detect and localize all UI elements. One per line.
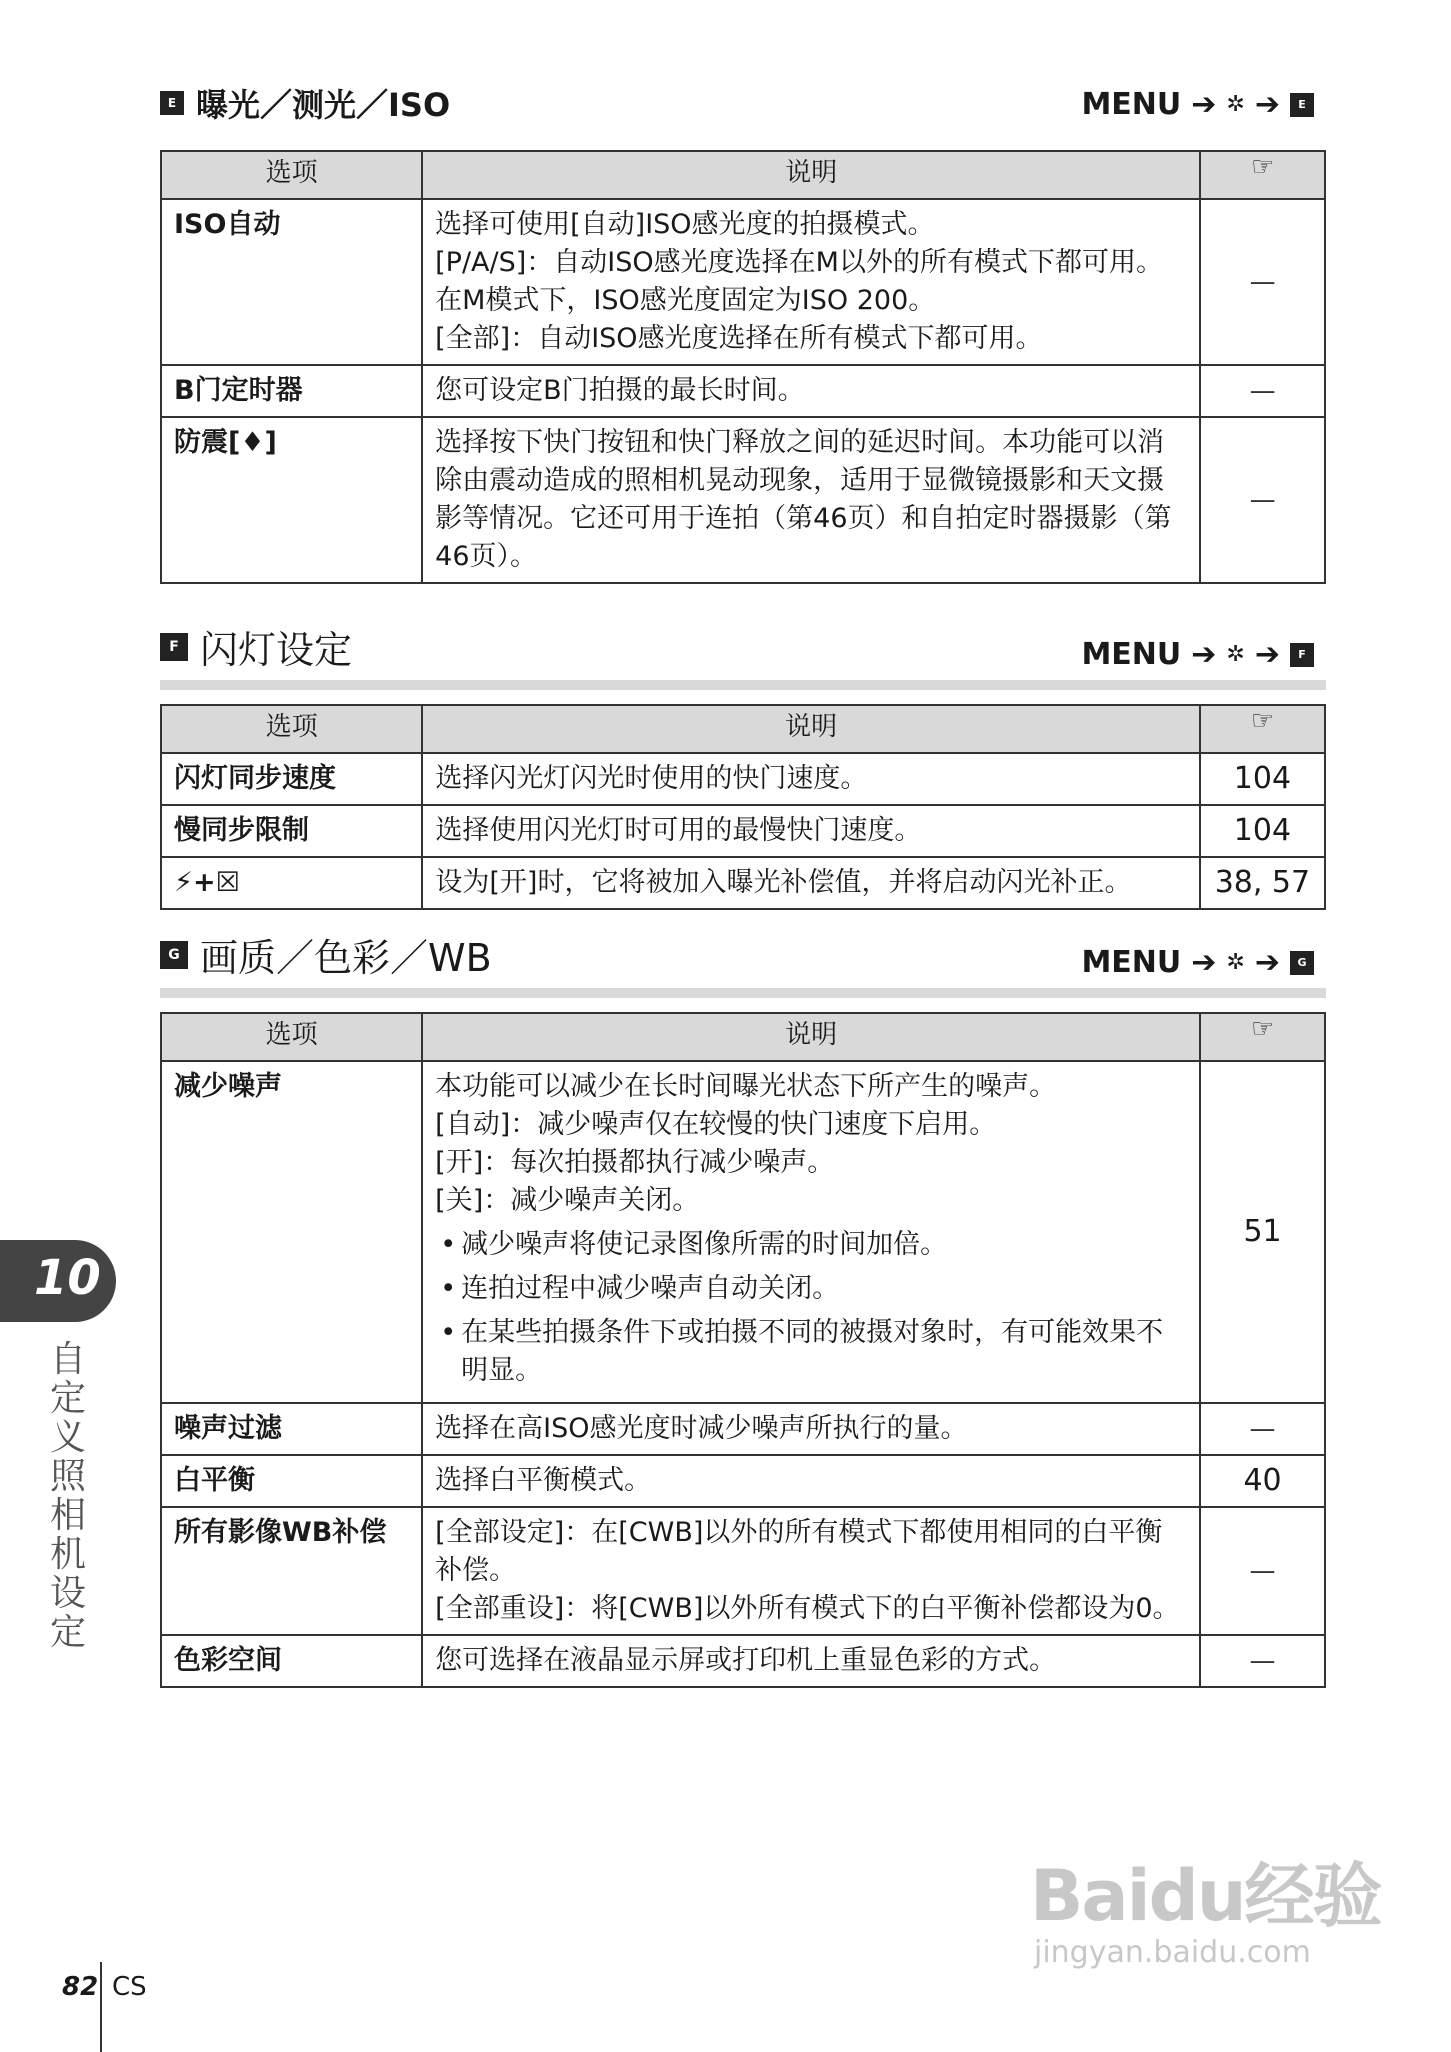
menu-path: MENU ➔ ✲ ➔ F <box>1081 637 1314 672</box>
option-cell: 减少噪声 <box>161 1061 422 1403</box>
settings-table <box>160 150 1326 584</box>
header-option: 选项 <box>161 1013 422 1061</box>
arrow-right-icon: ➔ <box>1191 637 1217 672</box>
header-desc: 说明 <box>422 151 1200 199</box>
submenu-badge-icon: E <box>1290 93 1314 117</box>
flash-exposure-comp-icon: ⚡+☒ <box>161 857 422 909</box>
header-ref-icon: ☞ <box>1200 705 1325 753</box>
option-cell: 噪声过滤 <box>161 1403 422 1455</box>
desc-cell: 选择可使用[自动]ISO感光度的拍摄模式。 [P/A/S]：自动ISO感光度选择在M以外的所有模式下都可用。在M模式下，ISO感光度固定为ISO 200。 [全部]：自动ISO感光度选择在所有模式下都可用。 <box>422 199 1200 365</box>
table-row <box>161 805 1325 857</box>
arrow-right-icon: ➔ <box>1191 87 1217 122</box>
header-desc: 说明 <box>422 705 1199 753</box>
ref-cell: — <box>1200 417 1325 583</box>
table-row <box>161 199 1325 365</box>
table-row <box>161 857 1325 909</box>
option-cell: 白平衡 <box>161 1455 422 1507</box>
desc-cell: 选择按下快门按钮和快门释放之间的延迟时间。本功能可以消除由震动造成的照相机晃动现象，适用于显微镜摄影和天文摄影等情况。它还可用于连拍（第46页）和自拍定时器摄影（第46页）。 <box>422 417 1200 583</box>
header-option: 选项 <box>161 705 422 753</box>
section-header <box>160 88 1326 138</box>
bullet-item: • 减少噪声将使记录图像所需的时间加倍。 <box>435 1226 1189 1264</box>
table-row <box>161 1635 1325 1687</box>
option-cell: 闪灯同步速度 <box>161 753 422 805</box>
bullet-item: • 在某些拍摄条件下或拍摄不同的被摄对象时，有可能效果不明显。 <box>435 1314 1189 1390</box>
option-cell: 色彩空间 <box>161 1635 422 1687</box>
submenu-badge-icon: F <box>160 633 188 661</box>
watermark-logo: Baidu经验 <box>1030 1855 1381 1937</box>
menu-path: MENU ➔ ✲ ➔ G <box>1081 945 1314 980</box>
bullet-dot-icon: • <box>440 1317 457 1348</box>
ref-cell: 51 <box>1200 1061 1325 1403</box>
ref-cell: 40 <box>1200 1455 1325 1507</box>
section-flash <box>160 620 1326 910</box>
desc-cell: 您可设定B门拍摄的最长时间。 <box>422 365 1200 417</box>
arrow-right-icon: ➔ <box>1191 945 1217 980</box>
table-header-row <box>161 705 1325 753</box>
section-exposure <box>160 88 1326 584</box>
ref-cell: — <box>1200 365 1325 417</box>
gear-icon: ✲ <box>1226 92 1245 117</box>
submenu-badge-icon: E <box>160 91 184 115</box>
watermark <box>1030 1840 1381 1970</box>
ref-cell: 104 <box>1200 805 1325 857</box>
menu-path: MENU ➔ ✲ ➔ E <box>1081 87 1314 122</box>
section-title: E 曝光／测光／ISO <box>160 80 450 126</box>
section-title: F 闪灯设定 <box>160 619 352 674</box>
section-header <box>160 620 1326 690</box>
ref-cell: — <box>1200 199 1325 365</box>
bullet-dot-icon: • <box>440 1273 457 1304</box>
submenu-badge-icon: F <box>1290 643 1314 667</box>
settings-table <box>160 1012 1326 1688</box>
option-cell: B门定时器 <box>161 365 422 417</box>
table-row <box>161 1403 1325 1455</box>
page-language: CS <box>112 1972 147 2002</box>
header-ref-icon: ☞ <box>1200 1013 1325 1061</box>
chapter-number: 10 <box>34 1250 101 1306</box>
table-row <box>161 1061 1325 1403</box>
section-title: G 画质／色彩／WB <box>160 927 492 982</box>
table-row <box>161 1507 1325 1635</box>
ref-cell: 104 <box>1200 753 1325 805</box>
header-ref-icon: ☞ <box>1200 151 1325 199</box>
arrow-right-icon: ➔ <box>1254 87 1280 122</box>
table-row <box>161 753 1325 805</box>
table-row <box>161 417 1325 583</box>
desc-cell: [全部设定]：在[CWB]以外的所有模式下都使用相同的白平衡补偿。 [全部重设]：将[CWB]以外所有模式下的白平衡补偿都设为0。 <box>422 1507 1200 1635</box>
bullet-item: • 连拍过程中减少噪声自动关闭。 <box>435 1270 1189 1308</box>
desc-cell: 本功能可以减少在长时间曝光状态下所产生的噪声。 [自动]：减少噪声仅在较慢的快门速度下启用。 [开]：每次拍摄都执行减少噪声。 [关]：减少噪声关闭。 • 减少噪声将使记录图像所需的时间加倍。 • 连拍过程中减少噪声自动关闭。 • 在某些拍摄条件下或拍摄不同的被摄对象时，有可能效果不明显。 <box>422 1061 1200 1403</box>
desc-cell: 您可选择在液晶显示屏或打印机上重显色彩的方式。 <box>422 1635 1200 1687</box>
header-option: 选项 <box>161 151 422 199</box>
chapter-tab <box>0 1240 116 1322</box>
section-picture-color-wb <box>160 928 1326 1688</box>
gear-icon: ✲ <box>1226 642 1245 667</box>
settings-table <box>160 704 1326 910</box>
ref-cell: — <box>1200 1507 1325 1635</box>
chapter-title: 自定义照相机设定 <box>49 1339 86 1653</box>
footer-divider <box>100 1962 102 2052</box>
table-header-row <box>161 1013 1325 1061</box>
desc-cell: 选择白平衡模式。 <box>422 1455 1200 1507</box>
table-row <box>161 1455 1325 1507</box>
option-cell: 慢同步限制 <box>161 805 422 857</box>
page-number: 82 <box>62 1972 99 2002</box>
header-desc: 说明 <box>422 1013 1200 1061</box>
arrow-right-icon: ➔ <box>1254 945 1280 980</box>
desc-cell: 选择使用闪光灯时可用的最慢快门速度。 <box>422 805 1199 857</box>
desc-cell: 设为[开]时，它将被加入曝光补偿值，并将启动闪光补正。 <box>422 857 1199 909</box>
desc-cell: 选择在高ISO感光度时减少噪声所执行的量。 <box>422 1403 1200 1455</box>
option-cell: 所有影像WB补偿 <box>161 1507 422 1635</box>
desc-cell: 选择闪光灯闪光时使用的快门速度。 <box>422 753 1199 805</box>
bullet-dot-icon: • <box>440 1229 457 1260</box>
ref-cell: — <box>1200 1403 1325 1455</box>
arrow-right-icon: ➔ <box>1254 637 1280 672</box>
ref-cell: 38, 57 <box>1200 857 1325 909</box>
submenu-badge-icon: G <box>160 941 188 969</box>
submenu-badge-icon: G <box>1290 951 1314 975</box>
ref-cell: — <box>1200 1635 1325 1687</box>
watermark-url: jingyan.baidu.com <box>1034 1935 1311 1970</box>
section-header <box>160 928 1326 998</box>
table-header-row <box>161 151 1325 199</box>
option-cell: 防震[♦] <box>161 417 422 583</box>
table-row <box>161 365 1325 417</box>
option-cell: ISO自动 <box>161 199 422 365</box>
gear-icon: ✲ <box>1226 950 1245 975</box>
